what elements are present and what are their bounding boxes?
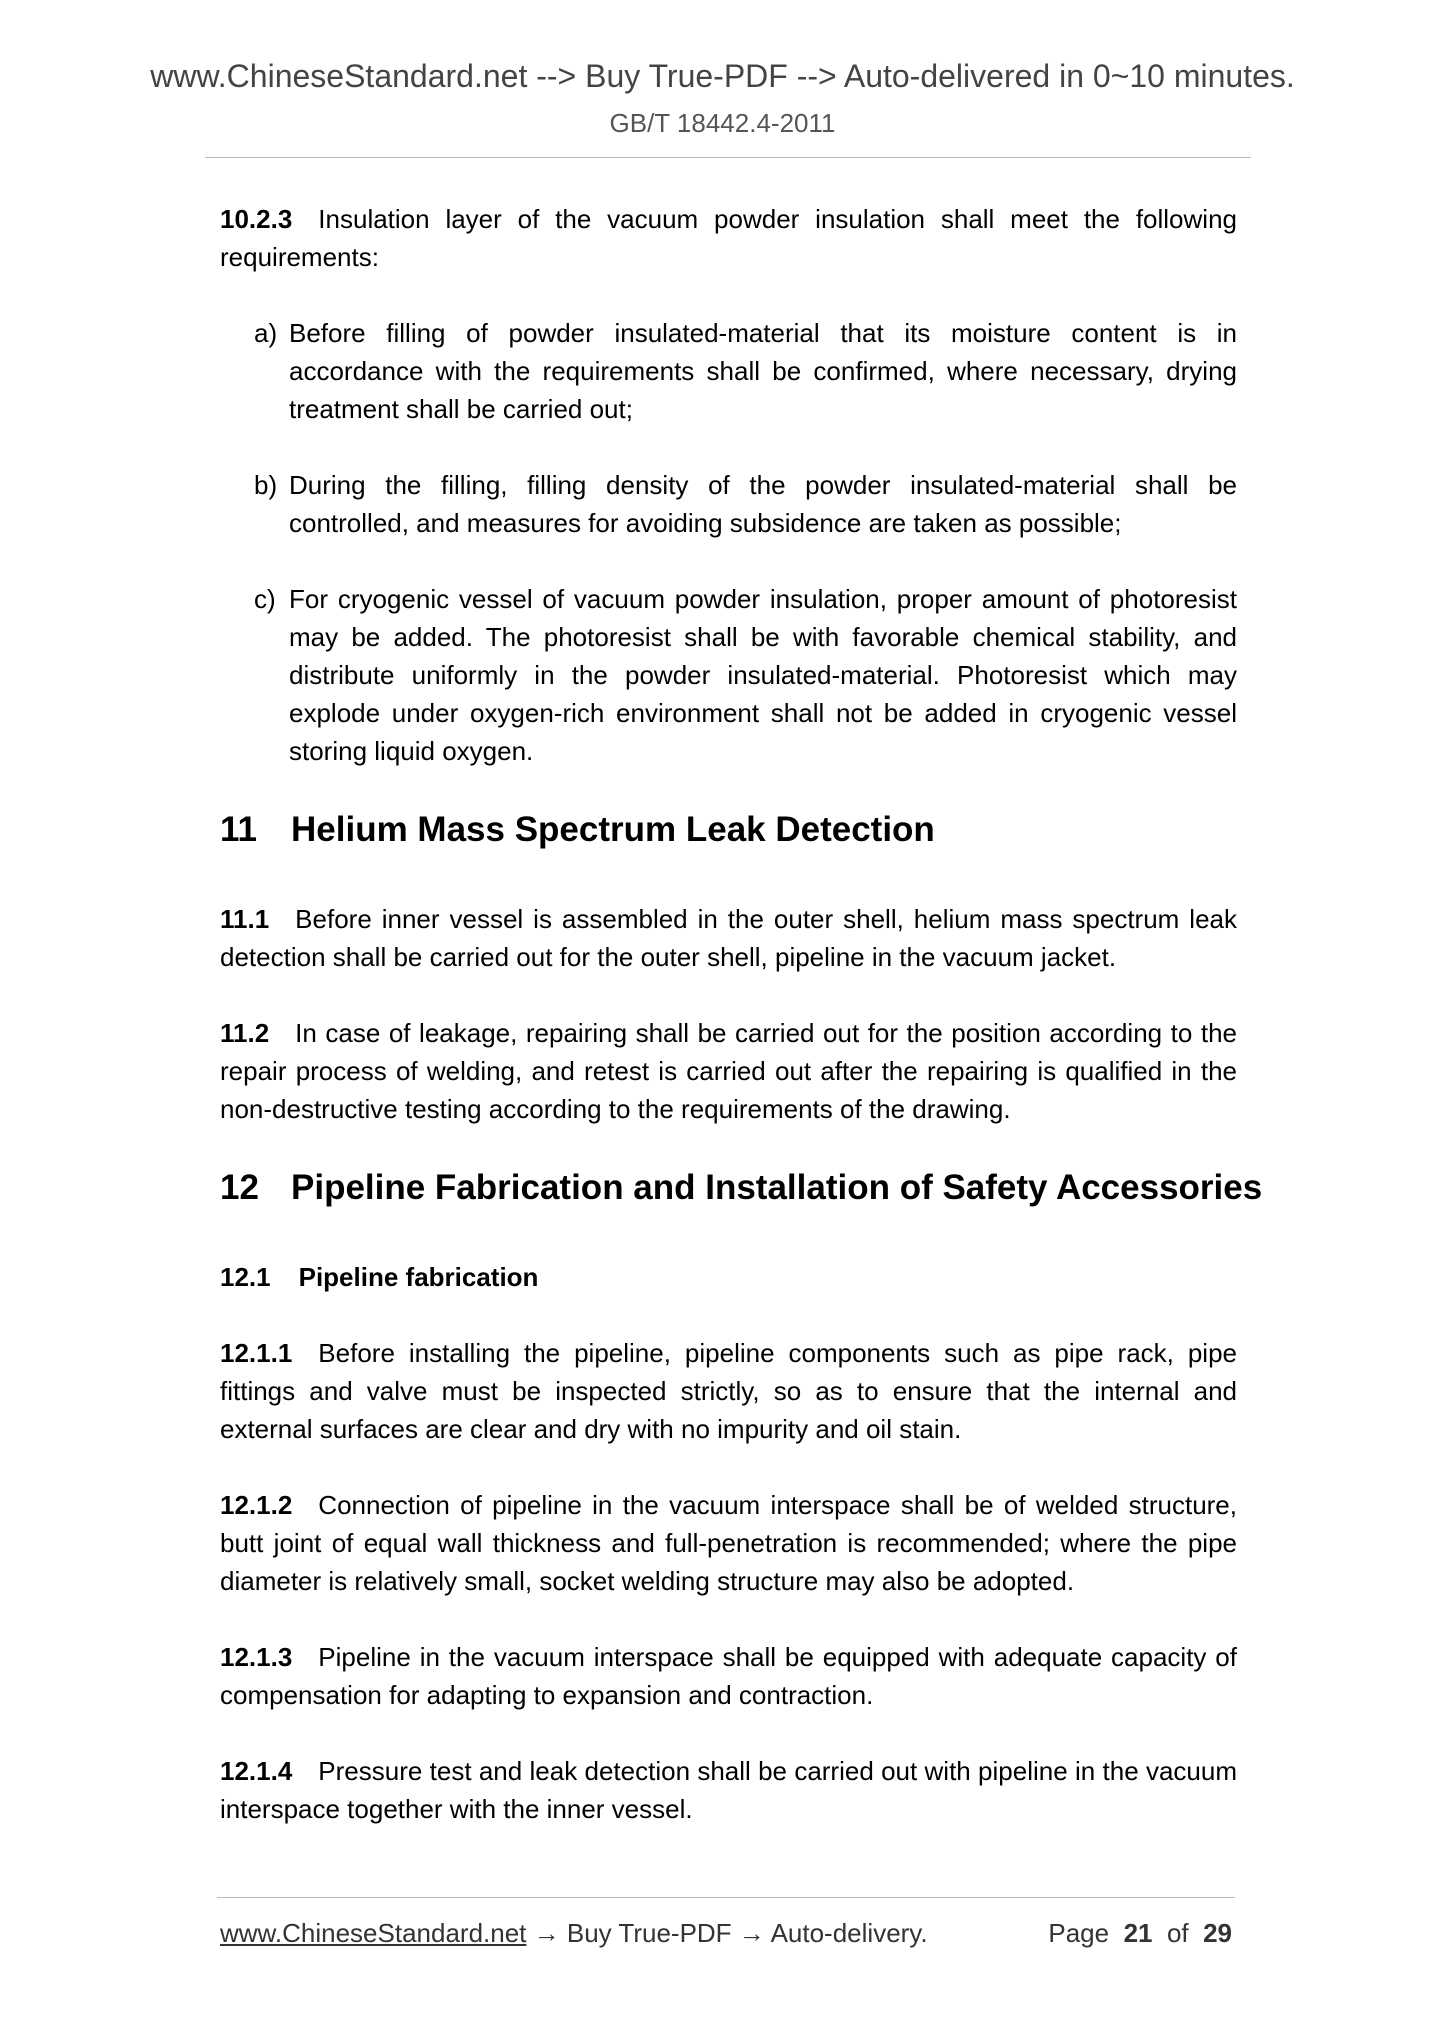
clause-number: 11.1 xyxy=(220,904,270,934)
section-title: Helium Mass Spectrum Leak Detection xyxy=(291,810,935,849)
clause-12-1-4 xyxy=(220,1752,1237,1828)
page-number xyxy=(1048,1918,1232,1949)
page-total: 29 xyxy=(1203,1918,1232,1948)
clause-text: In case of leakage, repairing shall be carried out for the position according to the repair process of welding, and retest is carried out after the repairing is qualified in the non-destructive testing according to the requirements of the drawing. xyxy=(220,1018,1237,1124)
page-content xyxy=(220,200,1263,1866)
list-item-text: For cryogenic vessel of vacuum powder insulation, proper amount of photoresist may be added. The photoresist shall be with favorable chemical stability, and distribute uniformly in the powder insulated-material. Photoresist which may explode under oxygen-rich environment shall not be added in cryogenic vessel storing liquid oxygen. xyxy=(289,584,1237,766)
page-label: Page xyxy=(1048,1918,1110,1948)
clause-12-1-3 xyxy=(220,1638,1237,1714)
clause-10-2-3 xyxy=(220,200,1237,276)
section-title: Pipeline Fabrication and Installation of Safety Accessories xyxy=(291,1168,1263,1207)
subsection-heading-12-1 xyxy=(220,1258,1237,1296)
list-item-a xyxy=(254,314,1237,428)
page-current: 21 xyxy=(1123,1918,1153,1948)
list-item-text: Before filling of powder insulated-material that its moisture content is in accordance with the requirements shall be confirmed, where necessary, drying treatment shall be carried out; xyxy=(289,318,1237,424)
clause-11-2 xyxy=(220,1014,1237,1128)
clause-text: Insulation layer of the vacuum powder insulation shall meet the following requirements: xyxy=(220,204,1237,272)
clause-number: 12.1.3 xyxy=(220,1642,293,1672)
clause-text: Pipeline in the vacuum interspace shall be equipped with adequate capacity of compensation for adapting to expansion and contraction. xyxy=(220,1642,1237,1710)
clause-number: 11.2 xyxy=(220,1018,270,1048)
subsection-title: Pipeline fabrication xyxy=(298,1262,539,1292)
clause-11-1 xyxy=(220,900,1237,976)
list-item-text: During the filling, filling density of the powder insulated-material shall be controlled, and measures for avoiding subsidence are taken as possible; xyxy=(289,470,1237,538)
subsection-number: 12.1 xyxy=(220,1262,271,1292)
clause-number: 10.2.3 xyxy=(220,204,293,234)
footer-delivery-text: → Buy True-PDF → Auto-delivery. xyxy=(526,1918,928,1948)
clause-text: Before installing the pipeline, pipeline components such as pipe rack, pipe fittings and valve must be inspected strictly, so as to ensure that the internal and external surfaces are clear and dry with no impurity and oil stain. xyxy=(220,1338,1237,1444)
clause-text: Pressure test and leak detection shall be carried out with pipeline in the vacuum interspace together with the inner vessel. xyxy=(220,1756,1237,1824)
section-number: 12 xyxy=(220,1168,259,1207)
clause-12-1-1 xyxy=(220,1334,1237,1448)
section-heading-12 xyxy=(220,1166,1263,1210)
section-heading-11 xyxy=(220,808,1237,852)
clause-12-1-2 xyxy=(220,1486,1237,1600)
page-of-label: of xyxy=(1166,1918,1189,1948)
page-footer xyxy=(220,1918,1232,1949)
list-item-c xyxy=(254,580,1237,770)
clause-text: Connection of pipeline in the vacuum interspace shall be of welded structure, butt joint of equal wall thickness and full-penetration is recommended; where the pipe diameter is relatively small, socket welding structure may also be adopted. xyxy=(220,1490,1237,1596)
list-marker: b) xyxy=(254,470,278,500)
footer-site-link[interactable]: www.ChineseStandard.net xyxy=(220,1918,527,1948)
clause-number: 12.1.2 xyxy=(220,1490,293,1520)
header-divider xyxy=(205,157,1251,158)
clause-text: Before inner vessel is assembled in the outer shell, helium mass spectrum leak detection shall be carried out for the outer shell, pipeline in the vacuum jacket. xyxy=(220,904,1237,972)
clause-number: 12.1.1 xyxy=(220,1338,293,1368)
header-standard-number: GB/T 18442.4-2011 xyxy=(609,108,836,138)
list-marker: a) xyxy=(254,318,278,348)
list-item-b xyxy=(254,466,1237,542)
section-number: 11 xyxy=(220,810,257,849)
clause-number: 12.1.4 xyxy=(220,1756,293,1786)
footer-divider xyxy=(217,1897,1235,1898)
list-marker: c) xyxy=(254,584,276,614)
header-promo-text: www.ChineseStandard.net --> Buy True-PDF --> Auto-delivered in 0~10 minutes. xyxy=(150,58,1295,94)
